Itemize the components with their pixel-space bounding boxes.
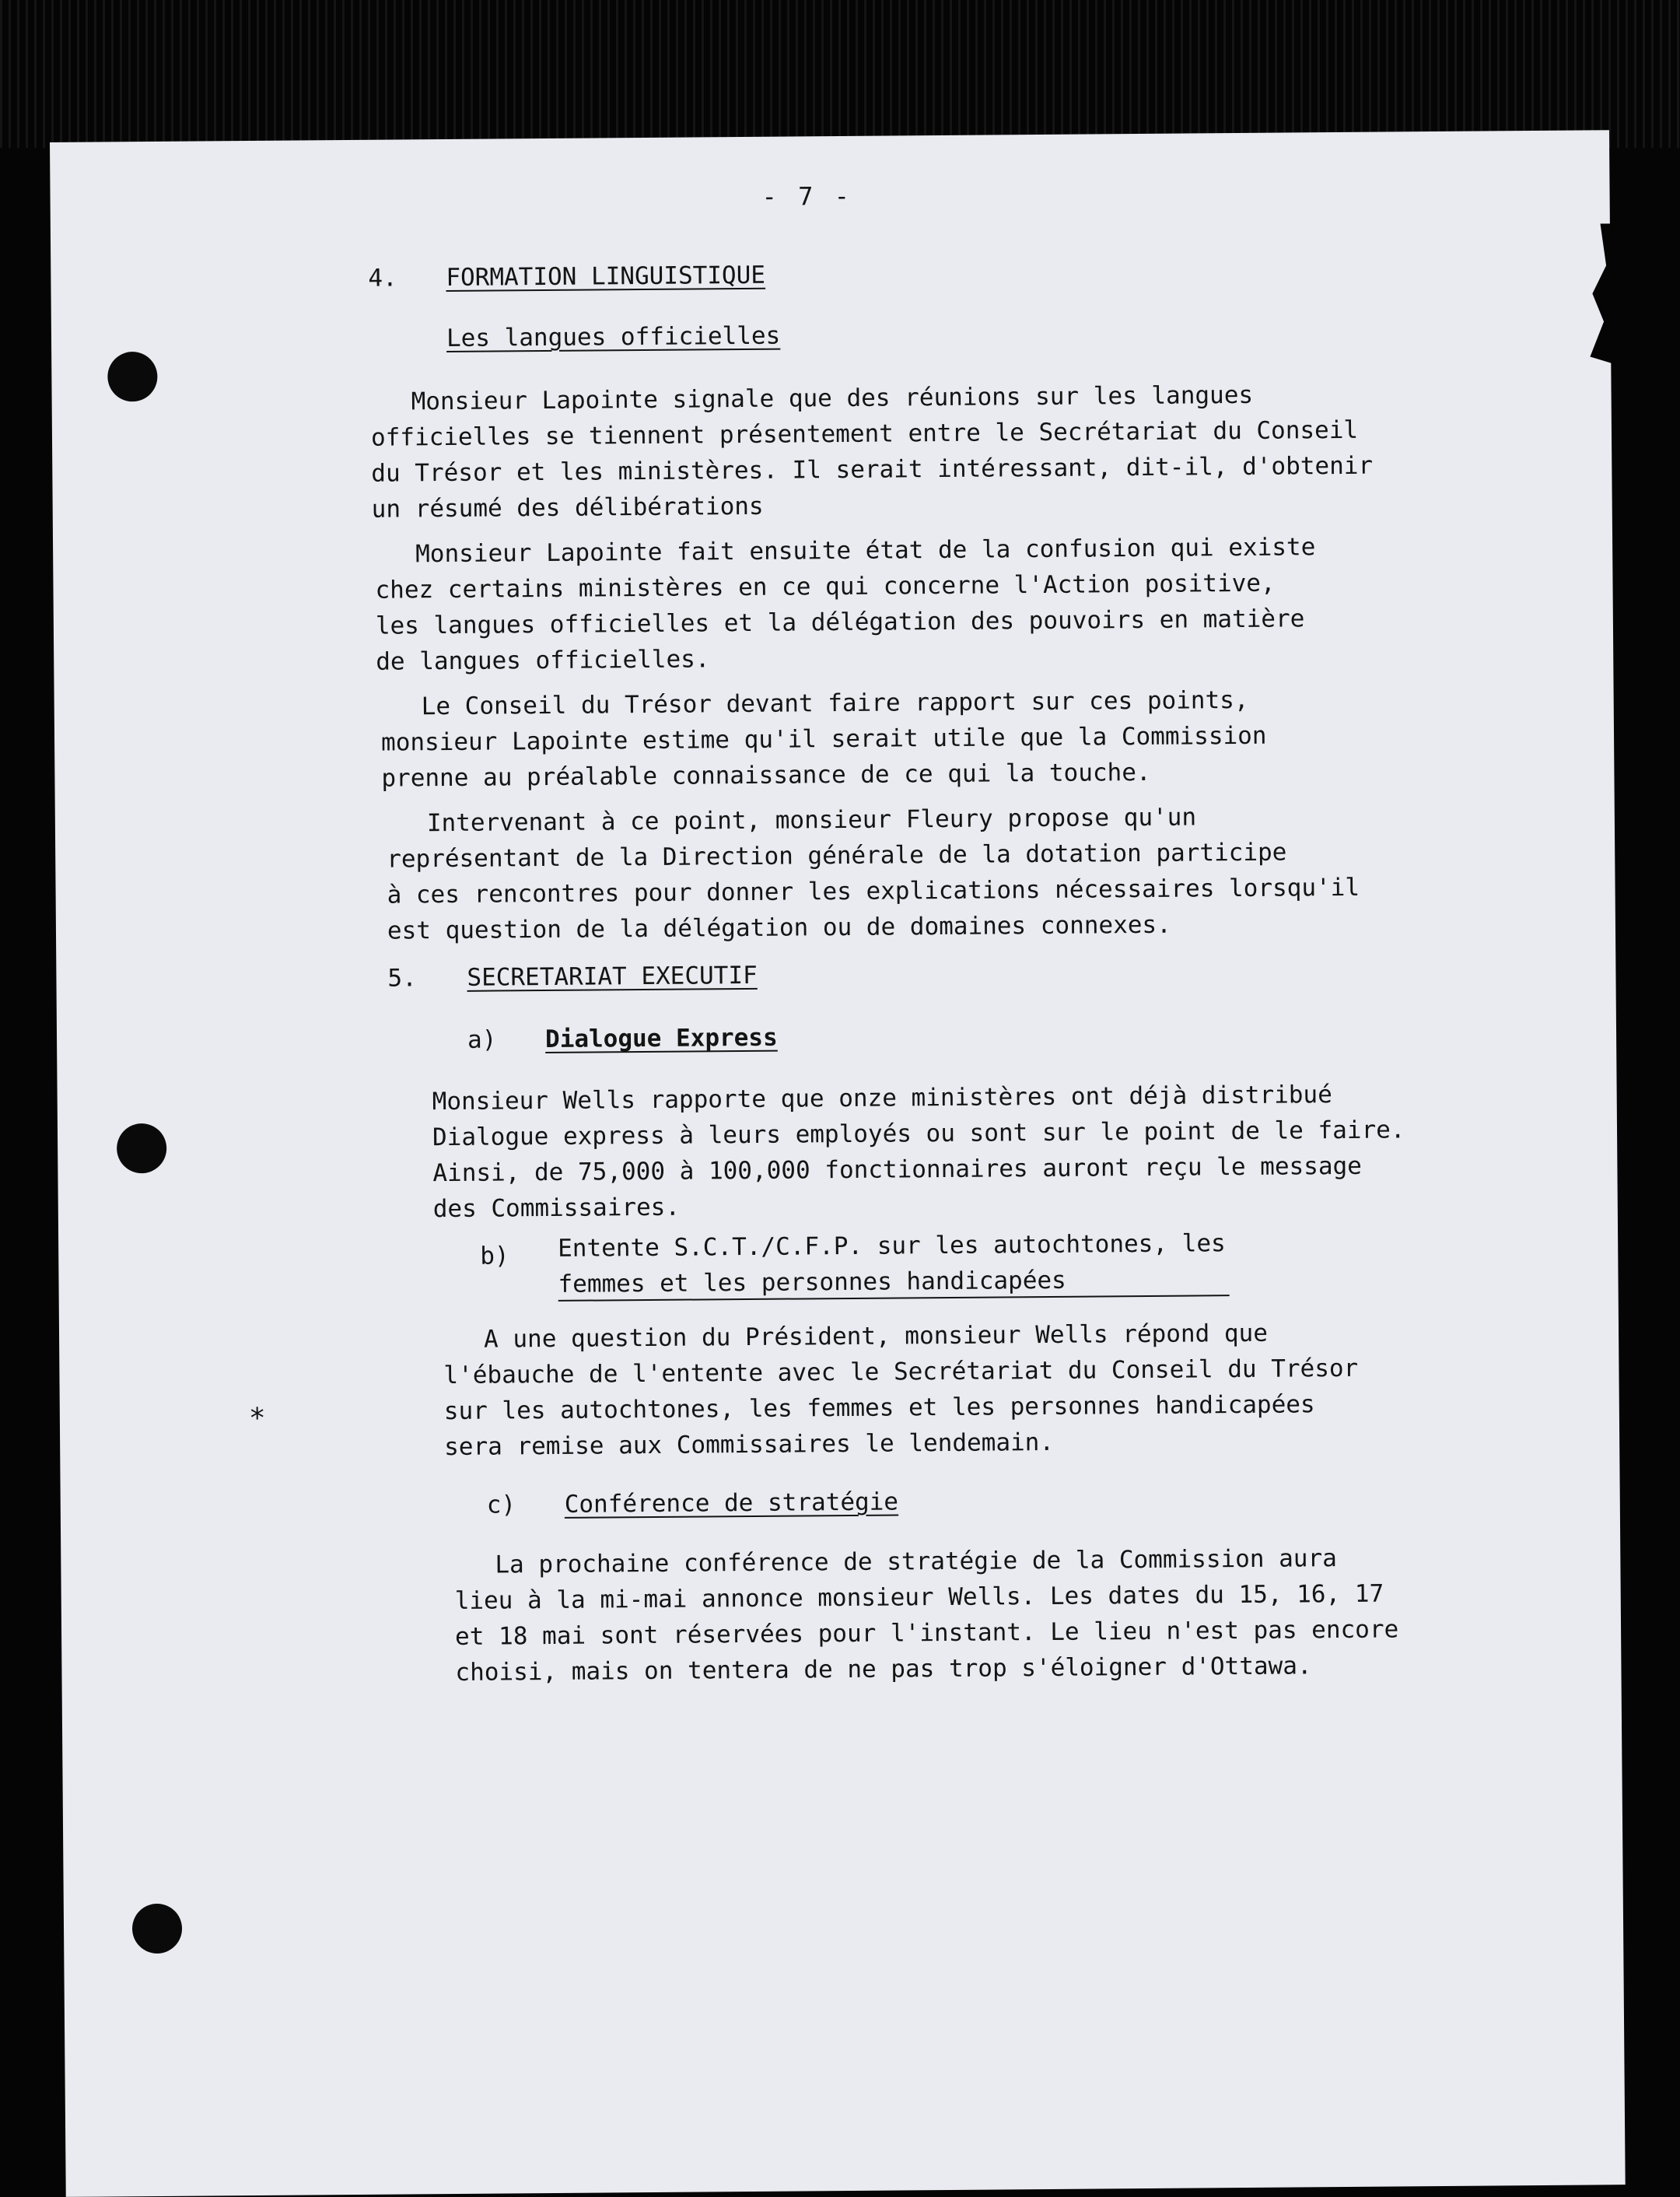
text-line: représentant de la Direction générale de la dotation participe (387, 838, 1287, 874)
subsection-b-paragraph (443, 1315, 1359, 1465)
subsection-a-paragraph (432, 1076, 1406, 1227)
text-line: sera remise aux Commissaires le lendemain. (444, 1428, 1055, 1462)
subsection-c-paragraph (454, 1540, 1399, 1690)
section-4-paragraph-4 (387, 798, 1360, 948)
text-line: A une question du Président, monsieur Wells répond que (483, 1319, 1269, 1354)
text-line: choisi, mais on tentera de ne pas trop s'éloigner d'Ottawa. (455, 1652, 1312, 1687)
section-4-number: 4. (368, 264, 397, 293)
section-4-paragraph-3 (380, 682, 1268, 797)
text-line: Entente S.C.T./C.F.P. sur les autochtones, les (558, 1229, 1226, 1263)
section-4-paragraph-2 (375, 529, 1317, 679)
text-line: Intervenant à ce point, monsieur Fleury propose qu'un (426, 803, 1197, 838)
page-number: - 7 - (761, 180, 853, 212)
section-4-title: FORMATION LINGUISTIQUE (446, 261, 766, 293)
text-line: sur les autochtones, les femmes et les personnes handicapées (443, 1390, 1315, 1426)
text-line: femmes et les personnes handicapées (558, 1263, 1230, 1302)
text-line: La prochaine conférence de stratégie de la Commission aura (495, 1544, 1337, 1579)
section-5-number: 5. (387, 964, 417, 993)
punch-hole-middle (117, 1123, 167, 1174)
subsection-b-label: b) (480, 1242, 509, 1270)
margin-asterisk: * (248, 1402, 266, 1435)
text-line: Monsieur Wells rapporte que onze ministères ont déjà distribué (432, 1081, 1332, 1116)
text-line: chez certains ministères en ce qui concerne l'Action positive, (375, 569, 1276, 604)
punch-hole-top (107, 352, 158, 402)
text-line: de langues officielles. (376, 645, 710, 676)
section-4-subtitle: Les langues officielles (446, 321, 781, 353)
text-line: du Trésor et les ministères. Il serait intéressant, dit-il, d'obtenir (371, 451, 1374, 488)
subsection-a-title: Dialogue Express (544, 1023, 778, 1054)
text-line: est question de la délégation ou de domaines connexes. (387, 910, 1171, 945)
text-line: officielles se tiennent présentement entre le Secrétariat du Conseil (370, 415, 1359, 452)
text-line: des Commissaires. (432, 1193, 681, 1224)
text-line: Dialogue express à leurs employés ou sont sur le point de le faire. (432, 1116, 1405, 1152)
text-line: Monsieur Lapointe signale que des réunions sur les langues (411, 380, 1254, 416)
subsection-b-title (558, 1225, 1230, 1302)
text-line: Le Conseil du Trésor devant faire rapport sur ces points, (421, 685, 1249, 721)
section-4-paragraph-1 (370, 377, 1374, 527)
text-line: un résumé des délibérations (371, 492, 764, 524)
torn-edge (1584, 223, 1612, 363)
text-line: les langues officielles et la délégation des pouvoirs en matière (375, 604, 1305, 640)
section-5-title: SECRETARIAT EXECUTIF (467, 961, 758, 992)
subsection-c-label: c) (486, 1491, 516, 1519)
text-line: l'ébauche de l'entente avec le Secrétariat du Conseil du Trésor (443, 1354, 1359, 1390)
text-line: Monsieur Lapointe fait ensuite état de la confusion qui existe (415, 533, 1316, 569)
subsection-c-title: Conférence de stratégie (564, 1487, 899, 1519)
document-page (50, 130, 1626, 2197)
text-line: monsieur Lapointe estime qu'il serait utile que la Commission (380, 721, 1267, 757)
punch-hole-bottom (132, 1904, 183, 1954)
text-line: lieu à la mi-mai annonce monsieur Wells. Les dates du 15, 16, 17 (454, 1579, 1384, 1615)
scan-noise-strip (0, 0, 1680, 148)
text-line: Ainsi, de 75,000 à 100,000 fonctionnaires auront reçu le message (432, 1151, 1362, 1188)
text-line: à ces rencontres pour donner les explications nécessaires lorsqu'il (387, 873, 1360, 909)
text-line: et 18 mai sont réservées pour l'instant. Le lieu n'est pas encore (454, 1615, 1399, 1651)
subsection-a-label: a) (467, 1025, 497, 1054)
text-line: prenne au préalable connaissance de ce qui la touche. (381, 758, 1151, 793)
